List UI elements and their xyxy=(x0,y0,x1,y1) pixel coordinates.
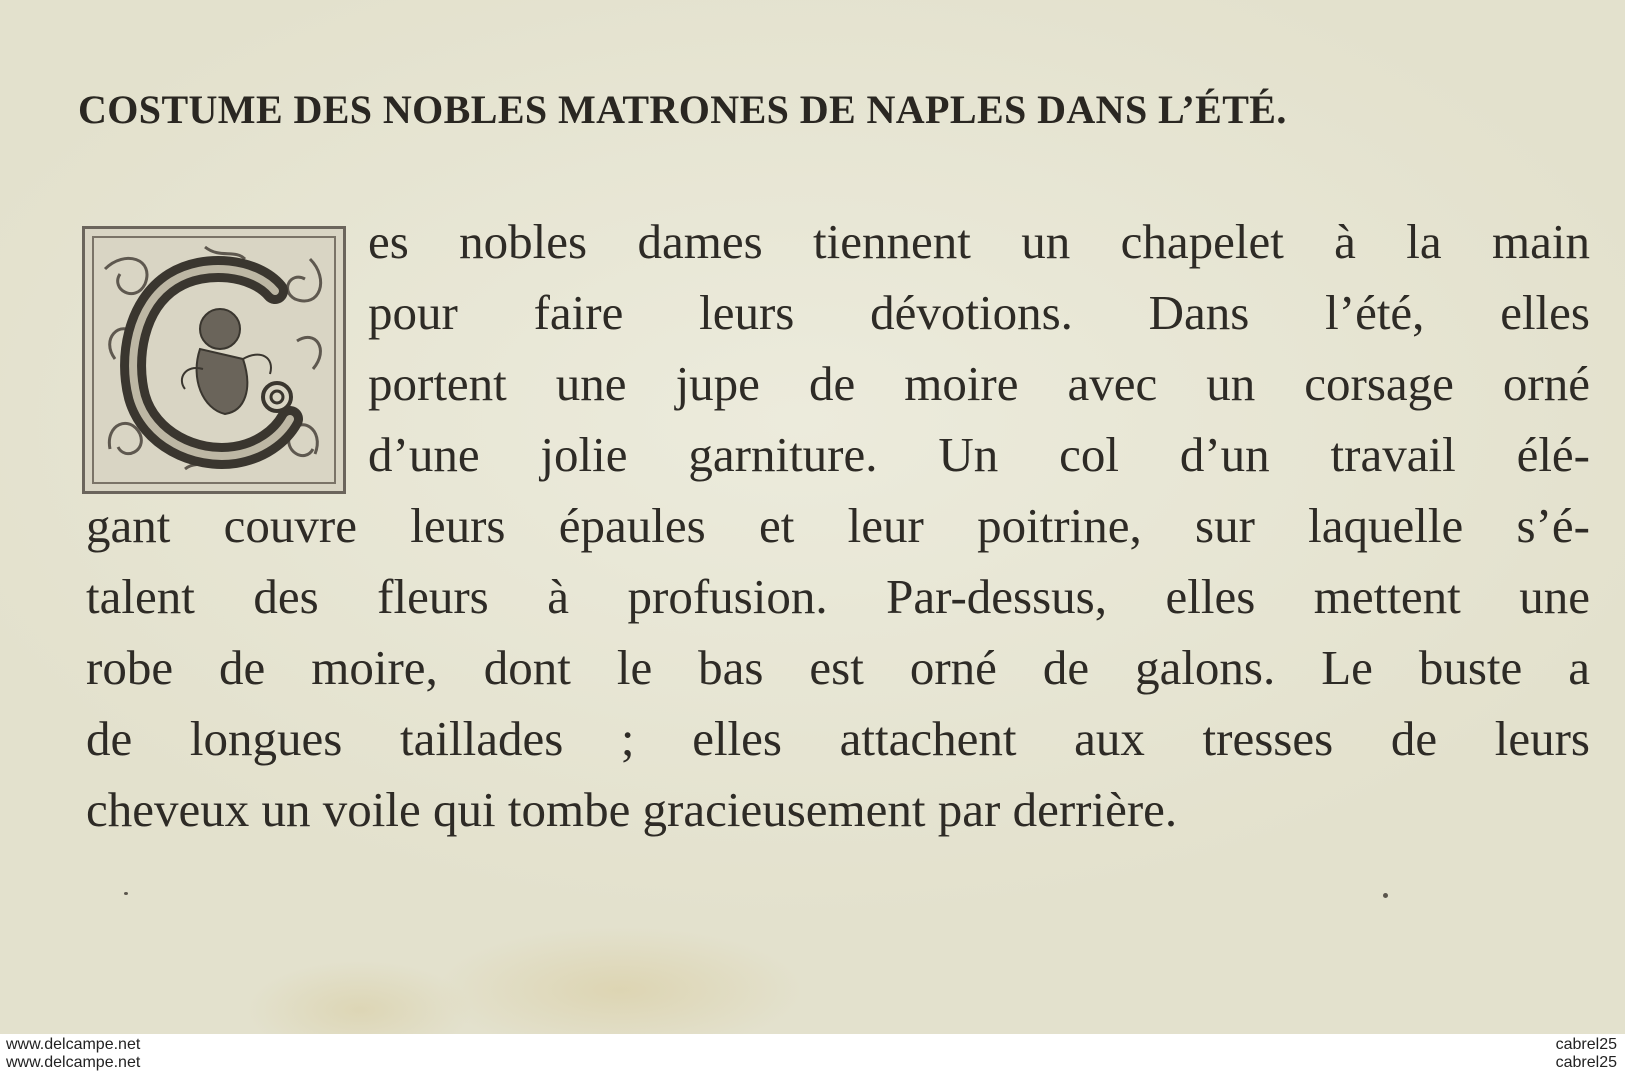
paragraph-line-7: robe de moire, dont le bas est orné de galons. Le buste a xyxy=(86,640,1590,695)
footer-left-line-2: www.delcampe.net xyxy=(6,1054,141,1071)
paragraph-line-5: gant couvre leurs épaules et leur poitrine, sur laquelle s’é- xyxy=(86,498,1590,553)
ornamental-drop-cap xyxy=(82,226,346,494)
paper-fleck xyxy=(124,892,128,895)
paragraph-line-8: de longues taillades ; elles attachent aux tresses de leurs xyxy=(86,711,1590,766)
paragraph-line-3: portent une jupe de moire avec un corsage orné xyxy=(368,356,1590,411)
paper-fleck xyxy=(1383,893,1388,898)
paragraph-line-4: d’une jolie garniture. Un col d’un travail élé- xyxy=(368,427,1590,482)
footer-right-line-1: cabrel25 xyxy=(1555,1036,1617,1053)
footer-right xyxy=(1556,1036,1617,1072)
footer-right-line-2: cabrel25 xyxy=(1555,1054,1617,1071)
footer-left-line-1: www.delcampe.net xyxy=(6,1036,141,1053)
watermark-footer xyxy=(0,1034,1625,1074)
paragraph-line-9: cheveux un voile qui tombe gracieusement par derrière. xyxy=(86,782,1178,837)
document-title: COSTUME DES NOBLES MATRONES DE NAPLES DANS L’ÉTÉ. xyxy=(78,87,1287,132)
footer-left xyxy=(6,1036,140,1072)
paragraph-line-1: es nobles dames tiennent un chapelet à la main xyxy=(368,214,1590,269)
paragraph-line-2: pour faire leurs dévotions. Dans l’été, elles xyxy=(368,285,1590,340)
paragraph-line-6: talent des fleurs à profusion. Par-dessus, elles mettent une xyxy=(86,569,1590,624)
